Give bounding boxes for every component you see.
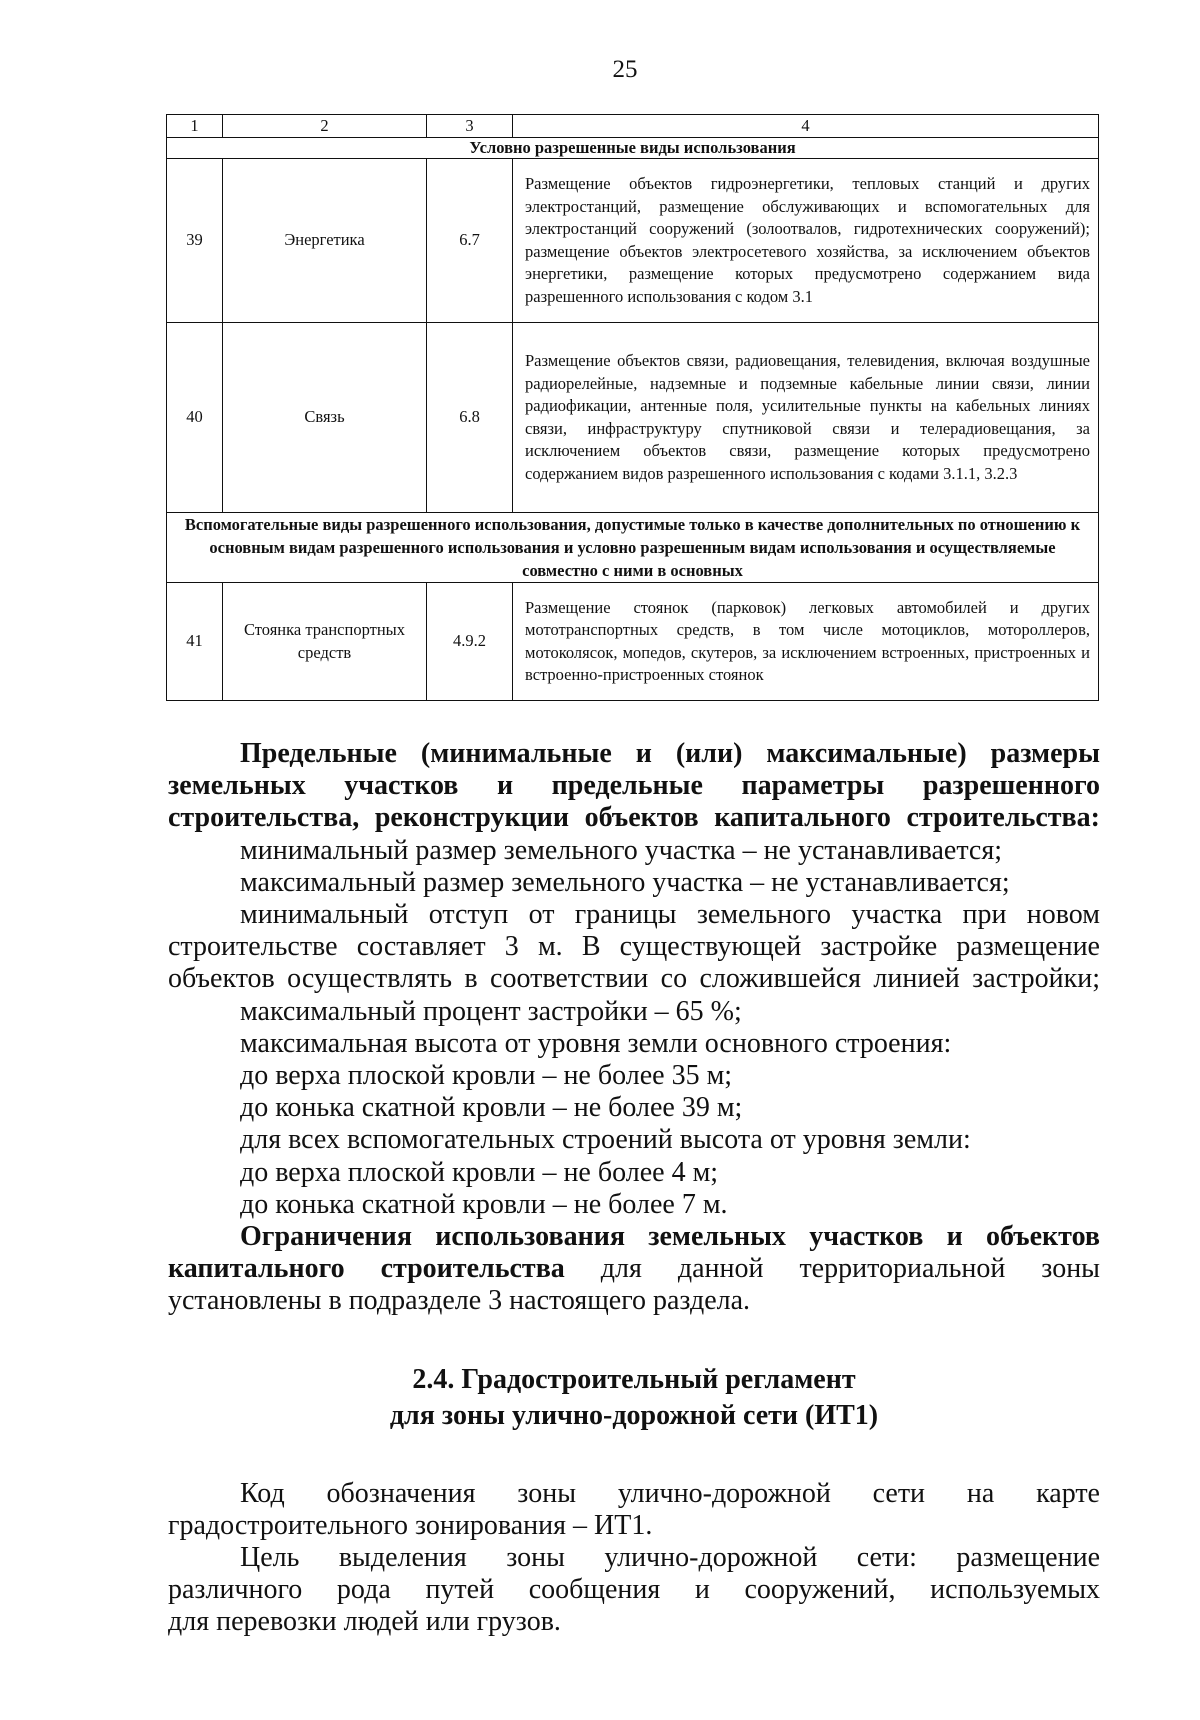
section-title: Условно разрешенные виды использования [167,138,1099,159]
use-code: 4.9.2 [427,583,513,701]
limits-heading-line: земельных участков и предельные параметры разрешенного [168,770,1100,802]
table-row [167,159,1099,323]
section-heading-line: для зоны улично-дорожной сети (ИТ1) [389,1399,879,1431]
row-number: 40 [167,323,223,513]
limit-item: минимальный отступ от границы земельного участка при новом [240,899,1100,931]
limits-heading-line: Предельные (минимальные и (или) максимальные) размеры [240,738,1100,769]
row-number: 39 [167,159,223,323]
table-header-row [167,115,1099,138]
use-name: Связь [223,323,427,513]
row-number: 41 [167,583,223,701]
limits-heading-line: строительства, реконструкции объектов капитального строительства: [168,802,1100,834]
use-description: Размещение объектов гидроэнергетики, тепловых станций и других электростанций, размещение обслуживающих и вспомогательных для электростанций сооружений (золоотвалов, гидротехнических сооружений); размещение объектов электросетевого хозяйства, за исключением объектов энергетики, размещение которых предусмотрено содержанием вида разрешенного использования с кодом 3.1 [513,159,1099,323]
section-heading [168,1362,1100,1434]
restrictions-rest: для данной территориальной зоны [564,1253,1100,1285]
zone-code-line: градостроительного зонирования – ИТ1. [168,1509,653,1541]
restrictions-line: Ограничения использования земельных участков и объектов [240,1221,1100,1253]
zone-purpose-line: для перевозки людей или грузов. [168,1606,561,1638]
restrictions-line [168,1253,1100,1285]
zone-purpose-line: Цель выделения зоны улично-дорожной сети: размещение [240,1542,1100,1574]
use-description: Размещение объектов связи, радиовещания, телевидения, включая воздушные радиорелейные, надземные и подземные кабельные линии связи, линии радиофикации, антенные поля, усилительные пункты на кабельных линиях связи, инфраструктуру спутниковой связи и телерадиовещания, за исключением объектов связи, размещение которых предусмотрено содержанием видов разрешенного использования с кодами 3.1.1, 3.2.3 [513,323,1099,513]
limit-item: максимальный процент застройки – 65 %; [240,995,742,1027]
column-header: 4 [513,115,1099,138]
section-heading-line: 2.4. Градостроительный регламент [412,1363,856,1395]
limit-item: для всех вспомогательных строений высота от уровня земли: [240,1124,971,1156]
limit-item: объектов осуществлять в соответствии со сложившейся линией застройки; [168,963,1100,995]
use-description: Размещение стоянок (парковок) легковых автомобилей и других мототранспортных средств, в том числе мотоциклов, мотороллеров, мотоколясок, мопедов, скутеров, за исключением встроенных, пристроенных и встроенно-пристроенных стоянок [513,583,1099,701]
limit-item: до конька скатной кровли – не более 7 м. [240,1188,728,1220]
use-name: Энергетика [223,159,427,323]
limit-item: минимальный размер земельного участка – не устанавливается; [240,834,1003,866]
land-use-table [166,114,1099,701]
table-row [167,583,1099,701]
limit-item: максимальный размер земельного участка – не устанавливается; [240,866,1010,898]
zone-code-line: Код обозначения зоны улично-дорожной сети на карте [240,1477,1100,1509]
limit-item: максимальная высота от уровня земли основного строения: [240,1027,952,1059]
column-header: 1 [167,115,223,138]
use-code: 6.8 [427,323,513,513]
limit-item: до верха плоской кровли – не более 35 м; [240,1060,733,1092]
restrictions-bold-phrase: капитального строительства [168,1253,565,1285]
section-row-auxiliary [167,513,1099,583]
limit-item: до верха плоской кровли – не более 4 м; [240,1156,719,1188]
column-header: 3 [427,115,513,138]
limit-item: строительстве составляет 3 м. В существующей застройке размещение [168,931,1100,963]
section-title: Вспомогательные виды разрешенного использования, допустимые только в качестве дополнительных по отношению к основным видам разрешенного использования и условно разрешенным видам использования и осуществляемые совместно с ними в основных [167,513,1099,583]
use-code: 6.7 [427,159,513,323]
body-text [168,738,1100,1639]
table-row [167,323,1099,513]
page-number: 25 [612,56,638,83]
use-name: Стоянка транспортных средств [223,583,427,701]
restrictions-line: установлены в подразделе 3 настоящего раздела. [168,1285,751,1317]
zone-purpose-line: различного рода путей сообщения и сооружений, используемых [168,1574,1100,1606]
limit-item: до конька скатной кровли – не более 39 м; [240,1092,743,1124]
section-row-conditional [167,138,1099,159]
column-header: 2 [223,115,427,138]
